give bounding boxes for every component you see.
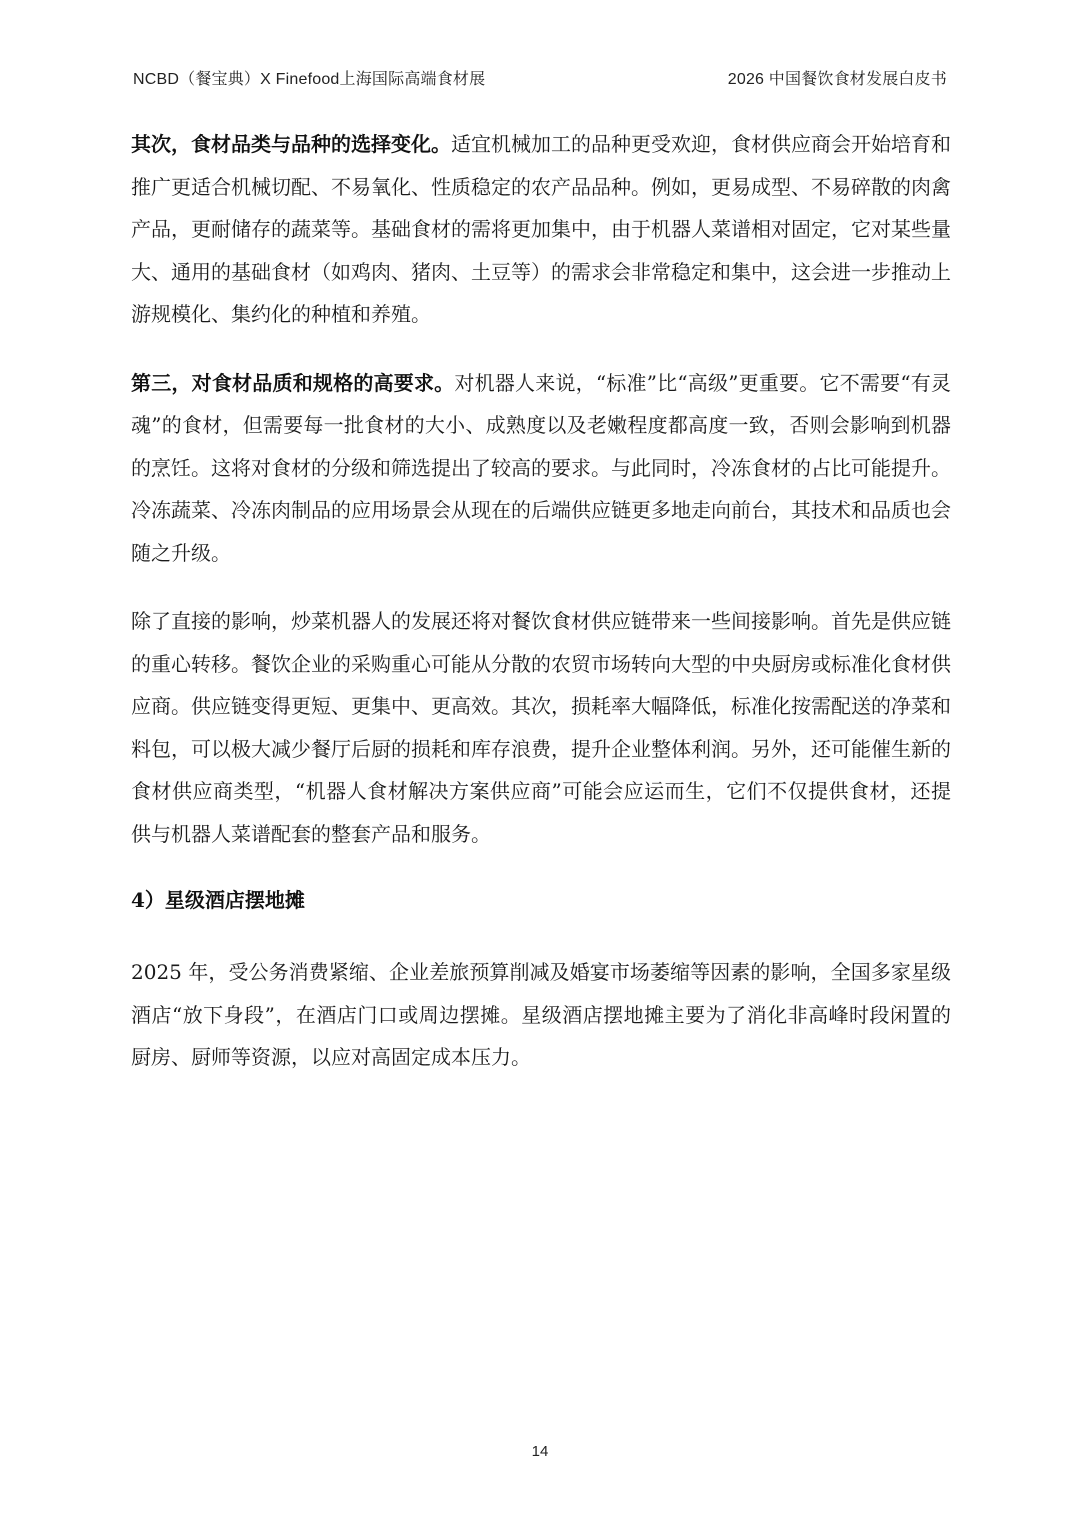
paragraph-lead-quality: 第三，对食材品质和规格的高要求。 [131,370,455,395]
section-heading-star-hotels: 4）星级酒店摆地摊 [131,888,305,912]
paragraph-lead-varieties: 其次，食材品类与品种的选择变化。 [131,132,451,156]
page-number: 14 [531,1443,549,1460]
paragraph-star-hotels [131,951,951,1079]
paragraph-quality [131,362,951,575]
paragraph-indirect-impact [131,600,951,855]
paragraph-body-quality: 对机器人来说，“标准”比“高级”更重要。它不需要“有灵魂”的食材，但需要每一批食材的大小、成熟度以及老嫩程度都高度一致，否则会影响到机器的烹饪。这将对食材的分级和筛选提出了较高的要求。与此同时，冷冻食材的占比可能提升。冷冻蔬菜、冷冻肉制品的应用场景会从现在的后端供应链更多地走向前台，其技术和品质也会随之升级。 [131,370,952,565]
header-right-title: 2026 中国餐饮食材发展白皮书 [727,70,947,88]
paragraph-body-indirect-impact: 除了直接的影响，炒菜机器人的发展还将对餐饮食材供应链带来一些间接影响。首先是供应链的重心转移。餐饮企业的采购重心可能从分散的农贸市场转向大型的中央厨房或标准化食材供应商。供应链变得更短、更集中、更高效。其次，损耗率大幅降低，标准化按需配送的净菜和料包，可以极大减少餐厅后厨的损耗和库存浪费，提升企业整体利润。另外，还可能催生新的食材供应商类型，“机器人食材解决方案供应商”可能会应运而生，它们不仅提供食材，还提供与机器人菜谱配套的整套产品和服务。 [131,609,951,846]
paragraph-varieties [131,123,951,336]
page-header [133,64,947,90]
page-body [131,123,951,1079]
paragraph-body-varieties: 适宜机械加工的品种更受欢迎，食材供应商会开始培育和推广更适合机械切配、不易氧化、性质稳定的农产品品种。例如，更易成型、不易碎散的肉禽产品，更耐储存的蔬菜等。基础食材的需将更加集中，由于机器人菜谱相对固定，它对某些量大、通用的基础食材（如鸡肉、猪肉、土豆等）的需求会非常稳定和集中，这会进一步推动上游规模化、集约化的种植和养殖。 [131,132,951,326]
paragraph-body-star-hotels: 2025 年，受公务消费紧缩、企业差旅预算削减及婚宴市场萎缩等因素的影响，全国多家星级酒店“放下身段”，在酒店门口或周边摆摊。星级酒店摆地摊主要为了消化非高峰时段闲置的厨房、厨师等资源，以应对高固定成本压力。 [131,960,951,1069]
header-left-title: NCBD（餐宝典）X Finefood上海国际高端食材展 [133,70,486,88]
